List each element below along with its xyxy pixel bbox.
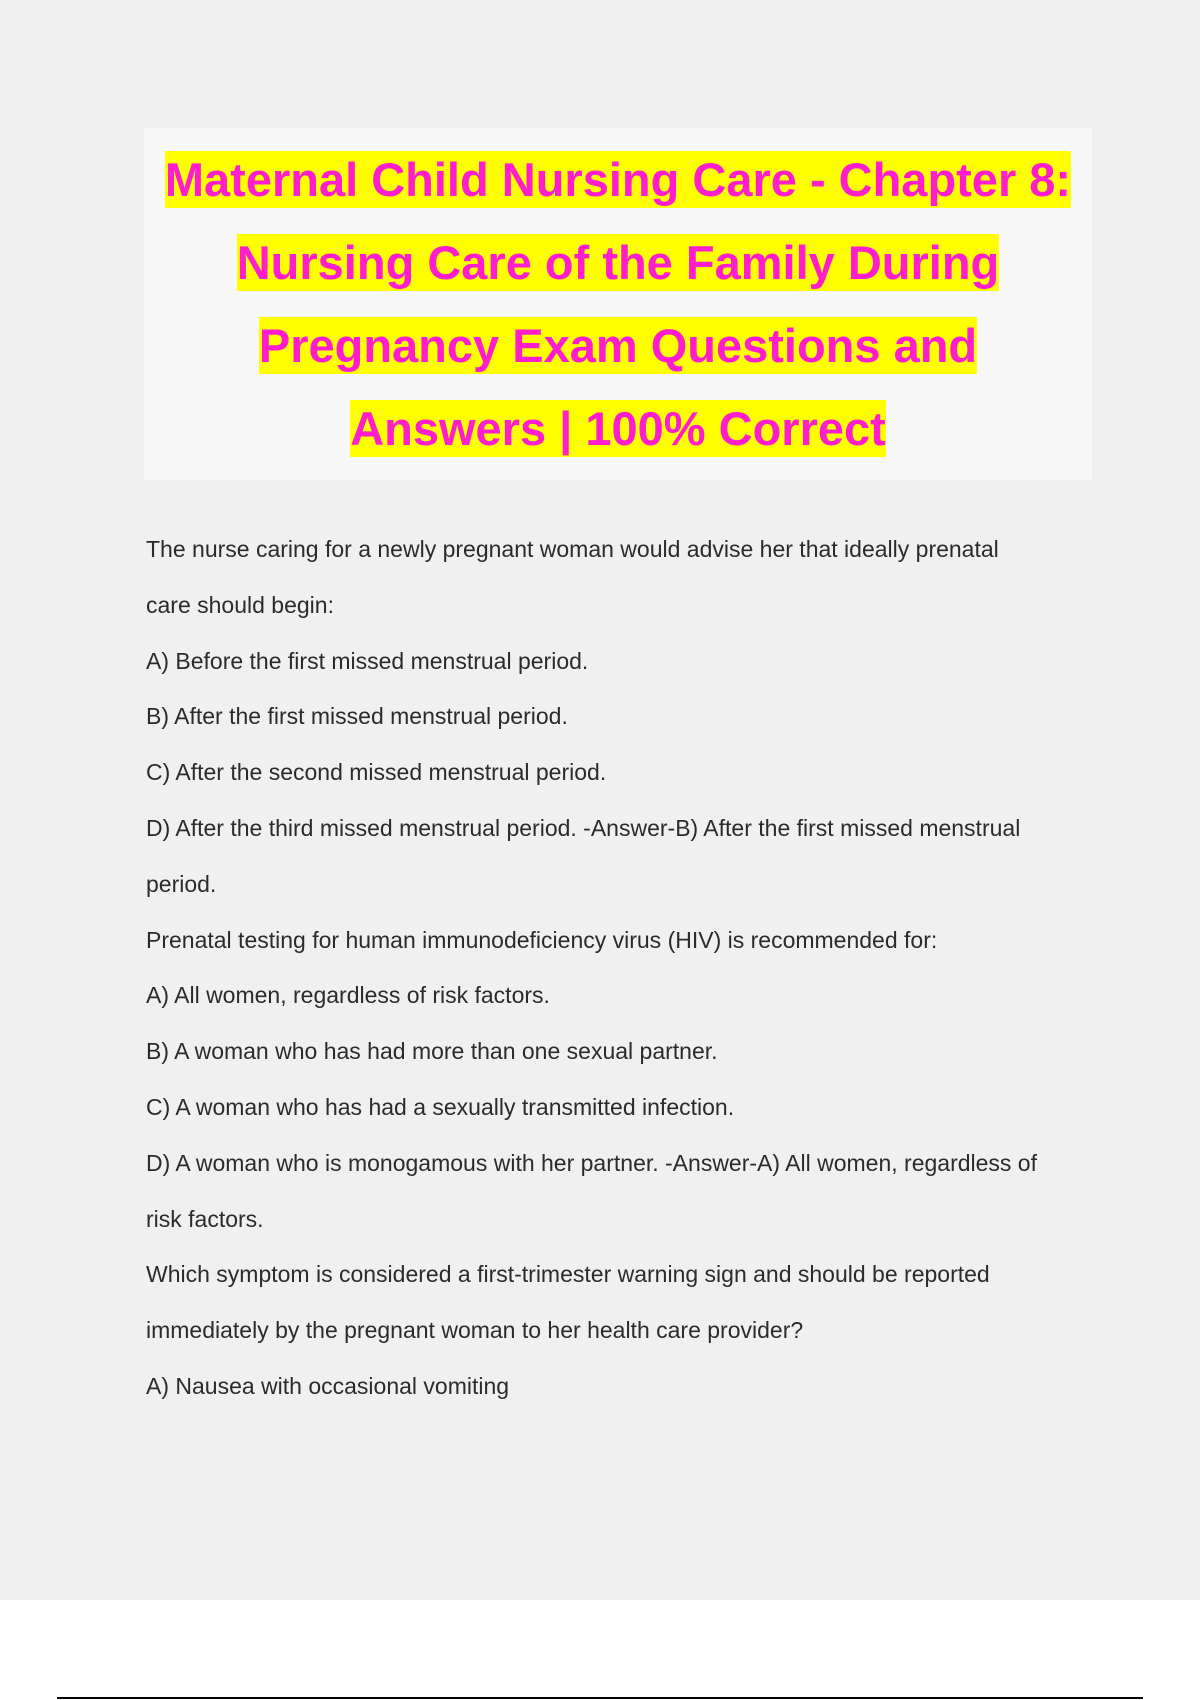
title-line-4: Answers | 100% Correct [350,402,886,455]
question-1-text-line-1: The nurse caring for a newly pregnant woman would advise her that ideally prenatal [146,536,999,562]
question-1-answer-continuation: period. [146,870,217,897]
title-block [144,128,1092,480]
question-3-option-a: A) Nausea with occasional vomiting [146,1372,510,1399]
question-2-option-a: A) All women, regardless of risk factors. [146,982,550,1009]
question-3-text-line-2: immediately by the pregnant woman to her health care provider? [146,1317,804,1344]
question-2-text: Prenatal testing for human immunodeficiency virus (HIV) is recommended for: [146,926,938,953]
question-1-option-d-answer: D) After the third missed menstrual period. -Answer-B) After the first missed menstrual [146,814,1021,841]
question-content [146,522,1106,1415]
question-2-option-c: C) A woman who has had a sexually transmitted infection. [146,1093,735,1120]
question-2-option-d-answer: D) A woman who is monogamous with her partner. -Answer-A) All women, regardless of [146,1149,1037,1176]
question-1-option-c: C) After the second missed menstrual period. [146,759,607,786]
question-2-option-b: B) A woman who has had more than one sexual partner. [146,1038,718,1065]
question-1-text-line-2: care should begin: [146,591,334,618]
question-2-answer-continuation: risk factors. [146,1205,264,1232]
question-1-option-a: A) Before the first missed menstrual period. [146,647,589,674]
title-line-2: Nursing Care of the Family During [236,236,1000,289]
title-line-3: Pregnancy Exam Questions and [258,319,978,372]
document-title [144,128,1092,470]
question-1-option-b: B) After the first missed menstrual period. [146,703,568,730]
footer-divider [57,1697,1143,1699]
title-line-1: Maternal Child Nursing Care - Chapter 8: [164,153,1072,206]
question-3-text-line-1: Which symptom is considered a first-trimester warning sign and should be reported [146,1261,990,1288]
